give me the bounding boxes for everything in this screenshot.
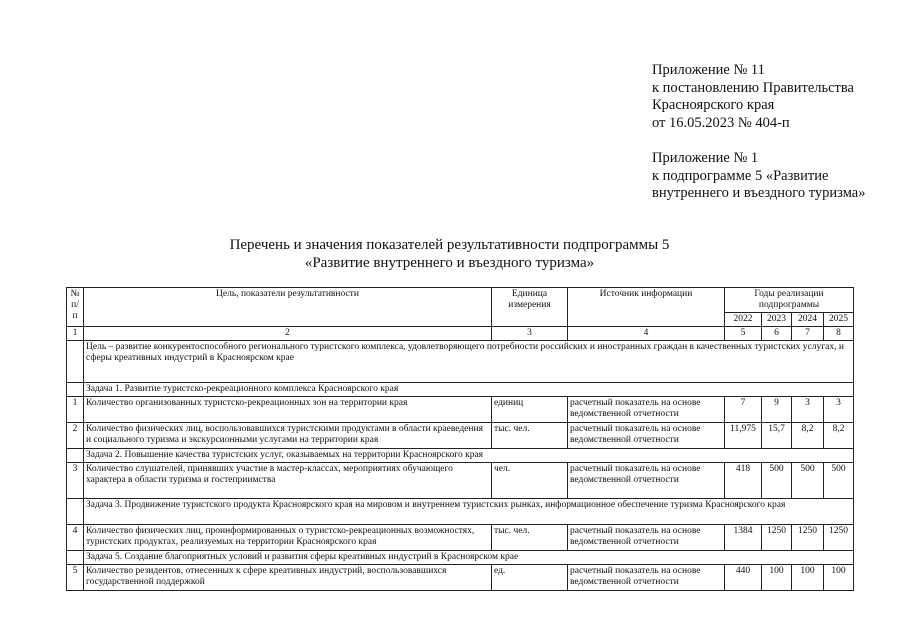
- value-2022: 1384: [725, 525, 762, 551]
- appendix-line: к подпрограмме 5 «Развитие: [652, 167, 829, 184]
- title-line-2: «Развитие внутреннего и въездного туризма»: [304, 255, 595, 271]
- row-unit: единиц: [492, 397, 568, 423]
- value-2023: 500: [762, 463, 792, 499]
- value-2023: 9: [762, 397, 792, 423]
- col-number: 8: [824, 327, 854, 341]
- table-row: [67, 463, 854, 499]
- header-row: [67, 288, 854, 313]
- value-2024: 3: [792, 397, 824, 423]
- header-years-group: Годы реализации подпрограммы: [725, 288, 854, 313]
- appendix-line: к постановлению Правительства: [652, 79, 854, 96]
- row-source: расчетный показатель на основе ведомственной отчетности: [568, 525, 725, 551]
- value-2025: 3: [824, 397, 854, 423]
- row-num: 1: [67, 397, 84, 423]
- goal-row: [67, 341, 854, 383]
- header-year-2025: 2025: [824, 313, 854, 327]
- appendix-line: от 16.05.2023 № 404-п: [652, 114, 790, 131]
- row-unit: ед.: [492, 565, 568, 591]
- value-2025: 500: [824, 463, 854, 499]
- header-year-2022: 2022: [725, 313, 762, 327]
- task-row: [67, 449, 854, 463]
- value-2025: 1250: [824, 525, 854, 551]
- column-number-row: [67, 327, 854, 341]
- task-row: [67, 499, 854, 525]
- value-2022: 11,975: [725, 423, 762, 449]
- table-row: [67, 423, 854, 449]
- value-2025: 8,2: [824, 423, 854, 449]
- task-row: [67, 551, 854, 565]
- value-2025: 100: [824, 565, 854, 591]
- row-unit: чел.: [492, 463, 568, 499]
- value-2024: 1250: [792, 525, 824, 551]
- task-3-text: Задача 3. Продвижение туристского продукта Красноярского края на мировом и внутреннем туристских рынках, информационное обеспечение туризма Красноярского края: [84, 499, 854, 525]
- row-num: 4: [67, 525, 84, 551]
- task-5-text: Задача 5. Создание благоприятных условий и развития сферы креативных индустрий в Красноярском крае: [84, 551, 854, 565]
- value-2024: 100: [792, 565, 824, 591]
- title-line-1: Перечень и значения показателей результативности подпрограммы 5: [229, 237, 670, 253]
- row-unit: тыс. чел.: [492, 525, 568, 551]
- row-name: Количество физических лиц, проинформированных о туристско-рекреационных возможностях, туристских продуктах, реализуемых на территории Красноярского края: [84, 525, 492, 551]
- task-2-text: Задача 2. Повышение качества туристских услуг, оказываемых на территории Красноярского края: [84, 449, 854, 463]
- row-num: 2: [67, 423, 84, 449]
- row-name: Количество физических лиц, воспользовавшихся туристскими продуктами в области краеведения и социального туризма и экскурсионными услугами на территории края: [84, 423, 492, 449]
- appendix-1-header: [652, 150, 865, 203]
- value-2024: 8,2: [792, 423, 824, 449]
- header-unit: Единица измерения: [492, 288, 568, 327]
- row-source: расчетный показатель на основе ведомственной отчетности: [568, 565, 725, 591]
- header-source: Источник информации: [568, 288, 725, 327]
- row-source: расчетный показатель на основе ведомственной отчетности: [568, 463, 725, 499]
- value-2024: 500: [792, 463, 824, 499]
- appendix-line: внутреннего и въездного туризма»: [652, 185, 866, 201]
- header-year-2023: 2023: [762, 313, 792, 327]
- document-title: [0, 236, 915, 272]
- header-goal: Цель, показатели результативности: [84, 288, 492, 327]
- value-2022: 7: [725, 397, 762, 423]
- goal-text: Цель – развитие конкурентоспособного регионального туристского комплекса, удовлетворяющего потребности российских и иностранных граждан в качественных туристских услугах, и сферы креативных индустрий в Красноярском крае: [84, 341, 854, 383]
- table-row: [67, 565, 854, 591]
- col-number: 6: [762, 327, 792, 341]
- header-num: № п/п: [67, 288, 84, 327]
- value-2023: 1250: [762, 525, 792, 551]
- indicators-table: [66, 287, 854, 591]
- row-source: расчетный показатель на основе ведомственной отчетности: [568, 423, 725, 449]
- row-num: 3: [67, 463, 84, 499]
- appendix-line: Красноярского края: [652, 97, 775, 113]
- row-unit: тыс. чел.: [492, 423, 568, 449]
- appendix-line: Приложение № 11: [652, 62, 765, 78]
- task-1-text: Задача 1. Развитие туристско-рекреационного комплекса Красноярского края: [84, 383, 854, 397]
- row-name: Количество организованных туристско-рекреационных зон на территории края: [84, 397, 492, 423]
- appendix-11-header: [652, 62, 854, 132]
- col-number: 1: [67, 327, 84, 341]
- col-number: 3: [492, 327, 568, 341]
- col-number: 4: [568, 327, 725, 341]
- task-row: [67, 383, 854, 397]
- header-year-2024: 2024: [792, 313, 824, 327]
- col-number: 7: [792, 327, 824, 341]
- row-name: Количество резидентов, отнесенных к сфере креативных индустрий, воспользовавшихся государственной поддержкой: [84, 565, 492, 591]
- appendix-line: Приложение № 1: [652, 150, 759, 166]
- row-num: 5: [67, 565, 84, 591]
- value-2023: 100: [762, 565, 792, 591]
- row-name: Количество слушателей, принявших участие в мастер-классах, мероприятиях обучающего характера в области туризма и гостеприимства: [84, 463, 492, 499]
- table-row: [67, 525, 854, 551]
- col-number: 5: [725, 327, 762, 341]
- value-2022: 418: [725, 463, 762, 499]
- table-row: [67, 397, 854, 423]
- col-number: 2: [84, 327, 492, 341]
- value-2022: 440: [725, 565, 762, 591]
- value-2023: 15,7: [762, 423, 792, 449]
- row-source: расчетный показатель на основе ведомственной отчетности: [568, 397, 725, 423]
